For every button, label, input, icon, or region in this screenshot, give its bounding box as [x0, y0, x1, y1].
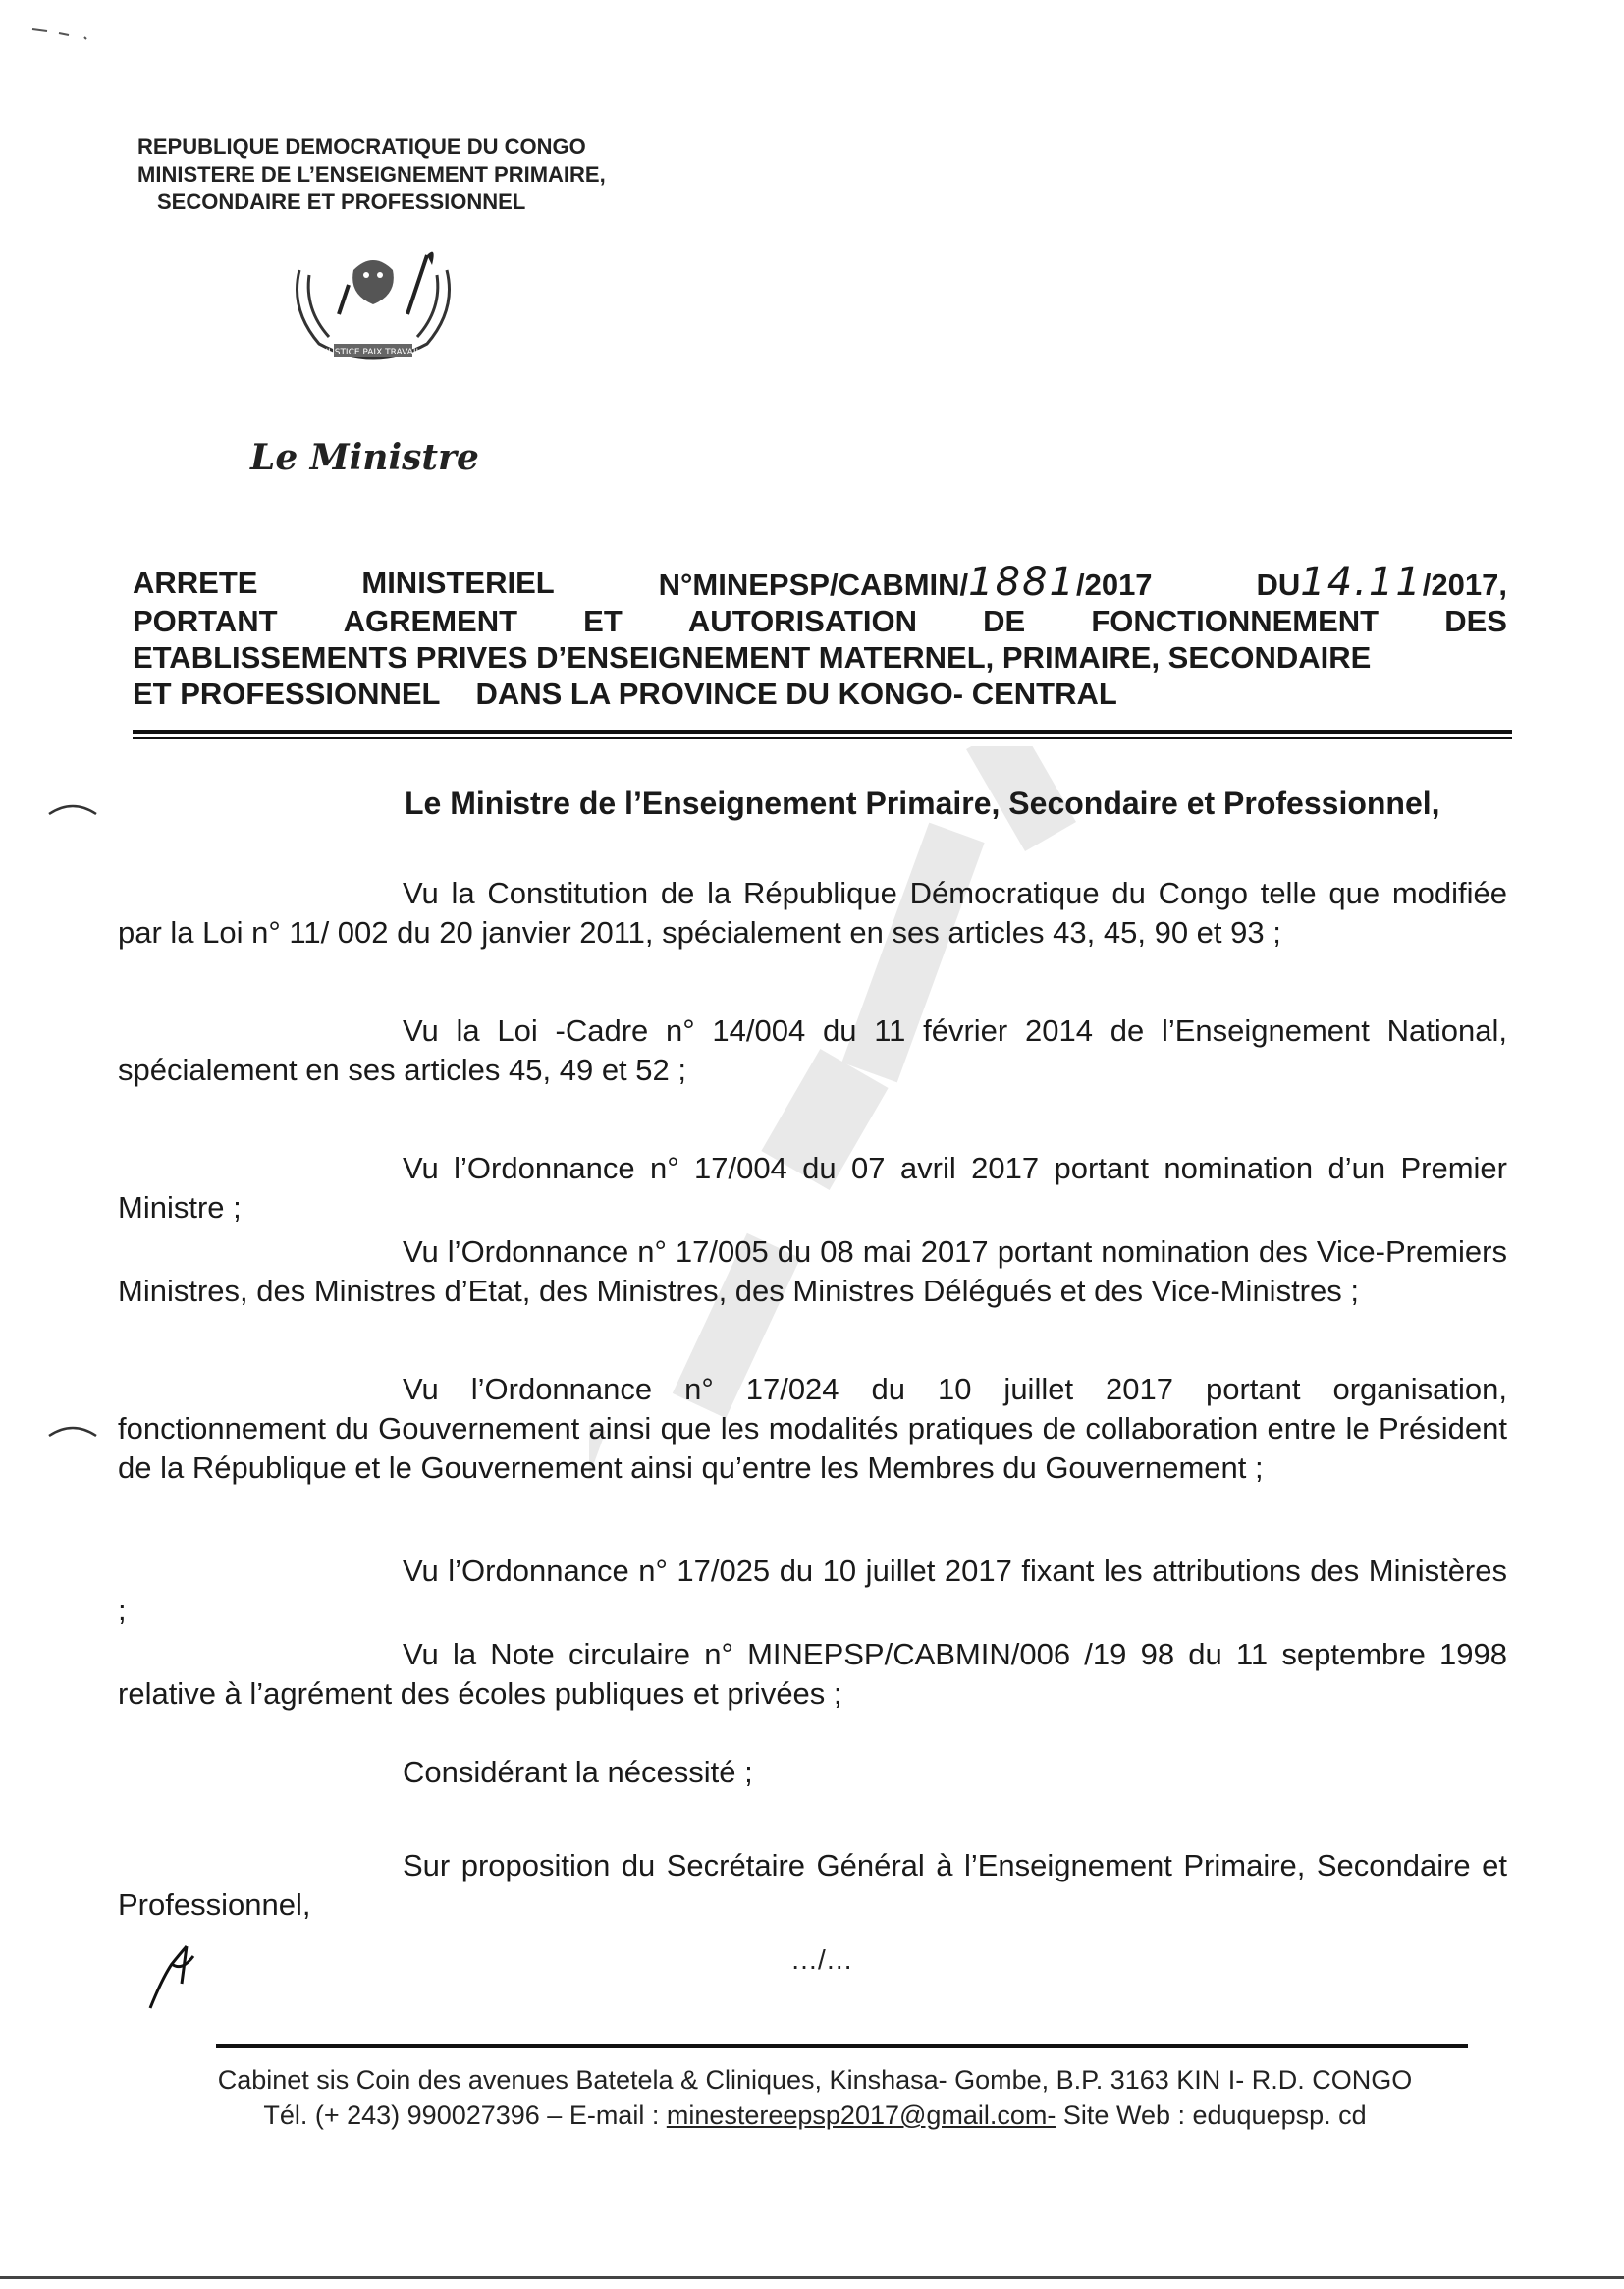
- decree-number-handwritten: 1881: [968, 560, 1076, 605]
- footer-contact: [118, 2098, 1512, 2133]
- title-row-3-text: ETABLISSEMENTS PRIVES D’ENSEIGNEMENT MATERNEL, PRIMAIRE, SECONDAIRE: [133, 640, 1372, 675]
- title-row-1: [133, 560, 1507, 605]
- consideration-paragraph: [118, 1232, 1507, 1311]
- title-underline-thick: [133, 730, 1512, 734]
- decree-title: [133, 560, 1507, 712]
- consideration-paragraph: [118, 1011, 1507, 1090]
- title-word: DE: [983, 604, 1026, 638]
- decree-number-suffix: /2017: [1075, 568, 1153, 602]
- decree-number-prefix: N°MINEPSP/CABMIN/: [658, 568, 969, 602]
- title-arrete: ARRETE: [133, 566, 258, 600]
- consideration-paragraph: [118, 1149, 1507, 1227]
- decree-date-suffix: /2017,: [1422, 568, 1507, 602]
- title-word: DES: [1444, 604, 1507, 638]
- title-underline-thin: [133, 737, 1512, 739]
- margin-punch-mark: [47, 1422, 98, 1440]
- consideration-paragraph: [118, 1846, 1507, 1925]
- footer: [118, 2062, 1512, 2133]
- consideration-text: Vu la Loi -Cadre n° 14/004 du 11 février 2014 de l’Enseignement National, spécialement en ses articles 45, 49 et 52 ;: [118, 1013, 1507, 1087]
- footer-tel: Tél. (+ 243) 990027396 – E-mail :: [263, 2100, 667, 2130]
- consideration-text: Considérant la nécessité ;: [403, 1755, 753, 1789]
- minister-label: Le Ministre: [250, 437, 479, 478]
- title-word: AUTORISATION: [687, 604, 917, 638]
- title-row-3: [133, 639, 1507, 676]
- consideration-paragraph: [118, 874, 1507, 953]
- margin-punch-mark: [47, 800, 98, 818]
- consideration-paragraph: [118, 1552, 1507, 1630]
- title-row-4: [133, 676, 1507, 712]
- footer-rule: [216, 2044, 1468, 2048]
- consideration-text: Vu l’Ordonnance n° 17/004 du 07 avril 2017 portant nomination d’un Premier Ministre ;: [118, 1151, 1507, 1225]
- header-block: [137, 134, 606, 216]
- coat-of-arms-emblem: [280, 250, 466, 378]
- country-name: REPUBLIQUE DEMOCRATIQUE DU CONGO: [137, 135, 586, 159]
- title-word: AGREMENT: [343, 604, 518, 638]
- consideration-paragraph: [118, 1370, 1507, 1488]
- consideration-paragraph: [118, 1635, 1507, 1714]
- decree-date-handwritten: 14.11: [1300, 560, 1423, 605]
- ministry-name-line2: SECONDAIRE ET PROFESSIONNEL: [157, 190, 526, 214]
- preamble-title: Le Ministre de l’Enseignement Primaire, Secondaire et Professionnel,: [405, 786, 1440, 821]
- title-row-4b-text: DANS LA PROVINCE DU KONGO- CENTRAL: [475, 677, 1117, 711]
- page-continuation-mark: …/…: [790, 1944, 853, 1975]
- title-row-4a-text: ET PROFESSIONNEL: [133, 677, 441, 711]
- title-word: FONCTIONNEMENT: [1091, 604, 1380, 638]
- ministry-name-line1: MINISTERE DE L’ENSEIGNEMENT PRIMAIRE,: [137, 162, 606, 187]
- consideration-text: Vu l’Ordonnance n° 17/005 du 08 mai 2017 portant nomination des Vice-Premiers Ministres, des Ministres d’Etat, des Ministres, des Ministres Délégués et des Vice-Ministres ;: [118, 1234, 1507, 1308]
- consideration-text: Vu la Constitution de la République Démocratique du Congo telle que modifiée par la Loi n° 11/ 002 du 20 janvier 2011, spécialement en ses articles 43, 45, 90 et 93 ;: [118, 876, 1507, 950]
- initials-signature: [142, 1935, 211, 2013]
- consideration-text: Vu l’Ordonnance n° 17/024 du 10 juillet 2017 portant organisation, fonctionnement du Gouvernement ainsi que les modalités pratiques de collaboration entre le Président de la République et le Gouvernement ainsi qu’entre les Membres du Gouvernement ;: [118, 1372, 1507, 1485]
- footer-address: Cabinet sis Coin des avenues Batetela & Cliniques, Kinshasa- Gombe, B.P. 3163 KIN I- R.D. CONGO: [217, 2065, 1413, 2095]
- decree-date-prefix: DU: [1256, 568, 1301, 602]
- consideration-paragraph: [118, 1753, 1507, 1792]
- footer-website: Site Web : eduquepsp. cd: [1056, 2100, 1367, 2130]
- decree-date: [1256, 560, 1507, 605]
- title-row-2: [133, 603, 1507, 639]
- title-word: ET: [583, 604, 623, 638]
- consideration-text: Vu la Note circulaire n° MINEPSP/CABMIN/006 /19 98 du 11 septembre 1998 relative à l’agrément des écoles publiques et privées ;: [118, 1637, 1507, 1711]
- consideration-text: Vu l’Ordonnance n° 17/025 du 10 juillet 2017 fixant les attributions des Ministères ;: [118, 1553, 1507, 1627]
- title-word: PORTANT: [133, 604, 278, 638]
- decree-number: [658, 560, 1153, 605]
- title-ministeriel: MINISTERIEL: [361, 566, 555, 600]
- scan-mark: [27, 18, 106, 47]
- scan-bottom-edge: [0, 2276, 1624, 2279]
- consideration-text: Sur proposition du Secrétaire Général à l’Enseignement Primaire, Secondaire et Professionnel,: [118, 1848, 1507, 1922]
- footer-email-link[interactable]: minestereepsp2017@gmail.com-: [666, 2100, 1056, 2130]
- emblem-motto: JUSTICE PAIX TRAVAIL: [325, 348, 421, 357]
